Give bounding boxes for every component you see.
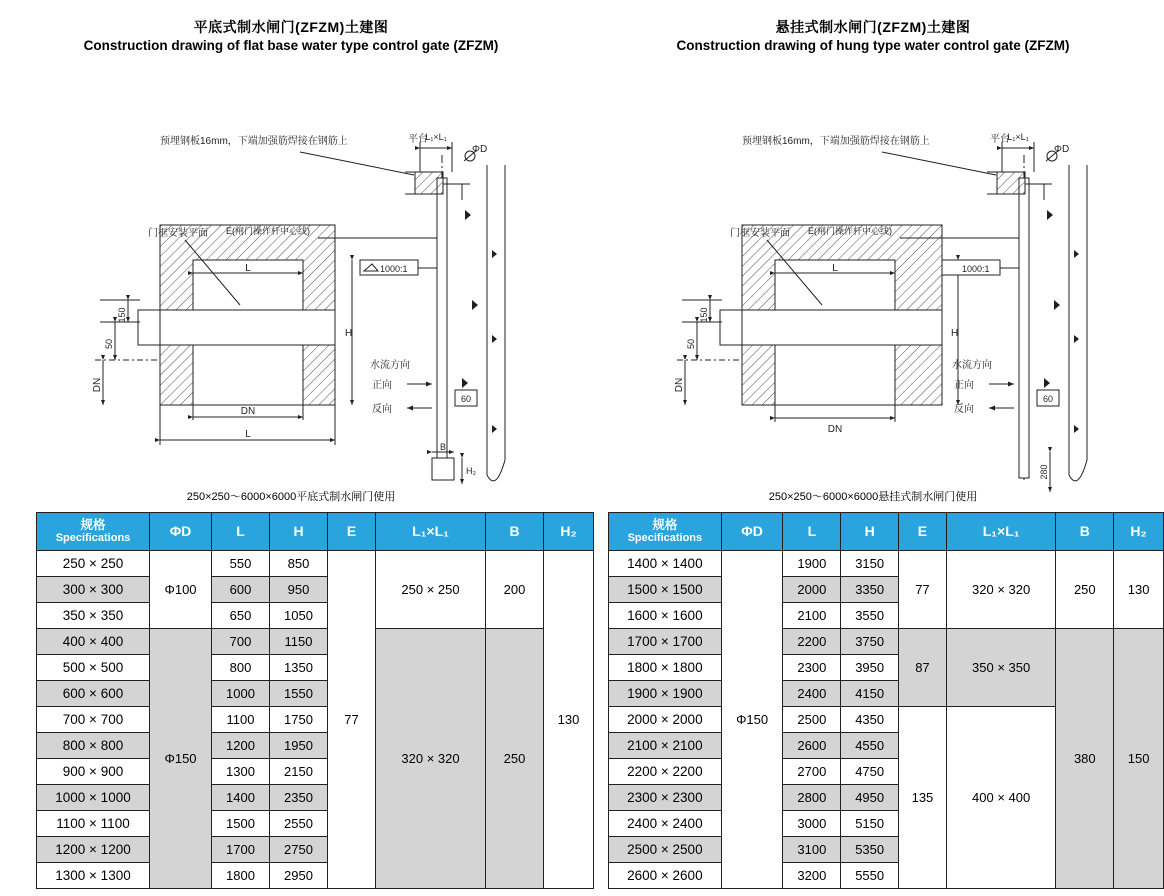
left-label-slope: 1000:1 <box>380 264 408 274</box>
th-phid: ΦD <box>150 513 212 551</box>
left-drawing-svg <box>0 60 582 500</box>
cell-spec: 350 × 350 <box>37 603 150 629</box>
cell-spec: 300 × 300 <box>37 577 150 603</box>
th-spec-cn: 规格 <box>80 517 106 532</box>
cell-spec: 2400 × 2400 <box>609 811 722 837</box>
cell-H: 3750 <box>841 629 899 655</box>
cell-spec: 2300 × 2300 <box>609 785 722 811</box>
cell-H: 5550 <box>841 863 899 889</box>
right-title-en: Construction drawing of hung type water control gate (ZFZM) <box>676 37 1070 53</box>
right-label-60: 60 <box>1043 394 1054 404</box>
cell-H: 1350 <box>270 655 328 681</box>
th-B: B <box>486 513 544 551</box>
cell-H: 3150 <box>841 551 899 577</box>
cell-spec: 700 × 700 <box>37 707 150 733</box>
right-spec-table <box>608 512 1164 889</box>
cell-L: 700 <box>212 629 270 655</box>
right-label-280: 280 <box>1039 464 1049 480</box>
right-label-slope: 1000:1 <box>962 264 990 274</box>
left-label-B: B <box>439 442 447 452</box>
table-row <box>609 629 1164 655</box>
cell-E-2: 87 <box>899 629 947 707</box>
cell-L: 2800 <box>783 785 841 811</box>
cell-L: 1400 <box>212 785 270 811</box>
th-L: L <box>783 513 841 551</box>
th-phid: ΦD <box>721 513 783 551</box>
cell-L1-3: 400 × 400 <box>946 707 1056 889</box>
right-title-cn: 悬挂式制水闸门(ZFZM)土建图 <box>775 19 971 35</box>
left-label-L-bottom: L <box>245 429 251 440</box>
right-label-H: H <box>951 328 959 339</box>
th-spec <box>609 513 722 551</box>
left-label-platform: 平台 <box>408 134 428 145</box>
left-drawing <box>0 60 582 503</box>
cell-H2-2: 150 <box>1114 629 1164 889</box>
cell-H2-1: 130 <box>1114 551 1164 629</box>
cell-phid-1: Φ100 <box>150 551 212 629</box>
cell-L: 1200 <box>212 733 270 759</box>
cell-spec: 250 × 250 <box>37 551 150 577</box>
th-L: L <box>212 513 270 551</box>
cell-L: 1000 <box>212 681 270 707</box>
left-label-L-top: L <box>245 263 251 274</box>
cell-L: 2000 <box>783 577 841 603</box>
cell-L: 1700 <box>212 837 270 863</box>
cell-E-3: 135 <box>899 707 947 889</box>
cell-H: 2950 <box>270 863 328 889</box>
cell-H: 1050 <box>270 603 328 629</box>
right-caption: 250×250～6000×6000悬挂式制水闸门使用 <box>768 491 978 503</box>
right-label-frame-plane: 门框安装平面 <box>730 228 790 239</box>
cell-H: 1550 <box>270 681 328 707</box>
cell-L: 3200 <box>783 863 841 889</box>
left-label-centerline: E(闸门操作杆中心线) <box>226 226 310 236</box>
cell-L1-1: 320 × 320 <box>946 551 1056 629</box>
cell-H: 1750 <box>270 707 328 733</box>
cell-L: 1900 <box>783 551 841 577</box>
left-spec-table <box>36 512 594 889</box>
cell-L1-2: 320 × 320 <box>376 629 486 889</box>
left-label-forward: 正向 <box>372 380 392 391</box>
cell-spec: 1200 × 1200 <box>37 837 150 863</box>
left-label-flow: 水流方向 <box>370 360 410 371</box>
cell-spec: 1300 × 1300 <box>37 863 150 889</box>
cell-spec: 2000 × 2000 <box>609 707 722 733</box>
left-label-phid: ΦD <box>472 144 488 155</box>
right-panel-title <box>582 18 1164 55</box>
th-spec-en: Specifications <box>55 532 131 545</box>
th-B: B <box>1056 513 1114 551</box>
left-label-DN-side: DN <box>92 377 103 393</box>
cell-B-1: 250 <box>1056 551 1114 629</box>
left-label-H2: H₂ <box>466 466 476 476</box>
left-title-cn: 平底式制水闸门(ZFZM)土建图 <box>193 19 389 35</box>
cell-spec: 2200 × 2200 <box>609 759 722 785</box>
th-E: E <box>328 513 376 551</box>
cell-spec: 600 × 600 <box>37 681 150 707</box>
cell-H: 3350 <box>841 577 899 603</box>
cell-H: 1150 <box>270 629 328 655</box>
cell-spec: 1000 × 1000 <box>37 785 150 811</box>
cell-E-1: 77 <box>899 551 947 629</box>
cell-spec: 1400 × 1400 <box>609 551 722 577</box>
left-caption: 250×250～6000×6000平底式制水闸门使用 <box>186 491 396 503</box>
cell-L: 1500 <box>212 811 270 837</box>
left-label-reverse: 反向 <box>372 404 392 415</box>
cell-L: 1800 <box>212 863 270 889</box>
cell-L: 2200 <box>783 629 841 655</box>
cell-B-1: 200 <box>486 551 544 629</box>
left-table-header-row <box>37 513 594 551</box>
cell-H2: 130 <box>544 551 594 889</box>
cell-L: 2600 <box>783 733 841 759</box>
cell-H: 2550 <box>270 811 328 837</box>
cell-spec: 1800 × 1800 <box>609 655 722 681</box>
th-spec <box>37 513 150 551</box>
cell-L: 1100 <box>212 707 270 733</box>
cell-H: 5350 <box>841 837 899 863</box>
cell-spec: 2600 × 2600 <box>609 863 722 889</box>
cell-H: 4950 <box>841 785 899 811</box>
cell-phid: Φ150 <box>721 551 783 889</box>
left-label-l1l1: L₁×L₁ <box>425 132 447 142</box>
cell-H: 4550 <box>841 733 899 759</box>
left-label-50: 50 <box>104 338 114 350</box>
th-L1: L₁×L₁ <box>376 513 486 551</box>
cell-L: 2400 <box>783 681 841 707</box>
th-spec-en: Specifications <box>627 532 703 545</box>
right-drawing-svg <box>582 60 1164 500</box>
left-label-H: H <box>345 328 353 339</box>
cell-L: 1300 <box>212 759 270 785</box>
left-label-60: 60 <box>461 394 472 404</box>
left-label-150: 150 <box>117 307 127 323</box>
cell-phid-2: Φ150 <box>150 629 212 889</box>
cell-H: 4150 <box>841 681 899 707</box>
right-label-platform: 平台 <box>990 134 1010 145</box>
cell-H: 950 <box>270 577 328 603</box>
cell-H: 3950 <box>841 655 899 681</box>
right-label-phid: ΦD <box>1054 144 1070 155</box>
cell-L: 800 <box>212 655 270 681</box>
cell-L1-2: 350 × 350 <box>946 629 1056 707</box>
cell-H: 3550 <box>841 603 899 629</box>
cell-spec: 900 × 900 <box>37 759 150 785</box>
table-row <box>37 629 594 655</box>
cell-L: 3000 <box>783 811 841 837</box>
cell-H: 850 <box>270 551 328 577</box>
table-row <box>37 551 594 577</box>
cell-B-2: 250 <box>486 629 544 889</box>
right-label-l1l1: L₁×L₁ <box>1007 132 1029 142</box>
right-label-reverse: 反向 <box>954 404 974 415</box>
left-spec-table-wrap <box>36 512 594 889</box>
cell-H: 4350 <box>841 707 899 733</box>
left-label-embed: 预埋钢板16mm，下端加强筋焊接在钢筋上 <box>160 136 348 147</box>
cell-spec: 800 × 800 <box>37 733 150 759</box>
right-table-header-row <box>609 513 1164 551</box>
right-label-DN: DN <box>827 424 843 435</box>
cell-H: 4750 <box>841 759 899 785</box>
th-H: H <box>270 513 328 551</box>
cell-L: 2500 <box>783 707 841 733</box>
cell-E: 77 <box>328 551 376 889</box>
cell-L: 2100 <box>783 603 841 629</box>
cell-H: 1950 <box>270 733 328 759</box>
cell-spec: 1600 × 1600 <box>609 603 722 629</box>
left-title-en: Construction drawing of flat base water type control gate (ZFZM) <box>83 37 499 53</box>
cell-L1-1: 250 × 250 <box>376 551 486 629</box>
cell-spec: 1700 × 1700 <box>609 629 722 655</box>
cell-spec: 1100 × 1100 <box>37 811 150 837</box>
cell-H: 2150 <box>270 759 328 785</box>
cell-L: 550 <box>212 551 270 577</box>
th-E: E <box>899 513 947 551</box>
cell-L: 650 <box>212 603 270 629</box>
th-spec-cn: 规格 <box>652 517 678 532</box>
right-label-forward: 正向 <box>954 380 974 391</box>
right-label-50: 50 <box>686 338 696 350</box>
right-label-flow: 水流方向 <box>952 360 992 371</box>
right-label-DN-side: DN <box>674 377 685 393</box>
th-H: H <box>841 513 899 551</box>
cell-spec: 2500 × 2500 <box>609 837 722 863</box>
cell-H: 2350 <box>270 785 328 811</box>
right-label-L-top: L <box>832 263 838 274</box>
th-L1: L₁×L₁ <box>946 513 1056 551</box>
cell-spec: 1500 × 1500 <box>609 577 722 603</box>
th-H2: H₂ <box>1114 513 1164 551</box>
cell-spec: 500 × 500 <box>37 655 150 681</box>
left-label-DN: DN <box>240 406 256 417</box>
cell-L: 2300 <box>783 655 841 681</box>
left-label-frame-plane: 门框安装平面 <box>148 228 208 239</box>
right-label-embed: 预埋钢板16mm，下端加强筋焊接在钢筋上 <box>742 136 930 147</box>
th-H2: H₂ <box>544 513 594 551</box>
cell-L: 600 <box>212 577 270 603</box>
right-label-150: 150 <box>699 307 709 323</box>
cell-spec: 2100 × 2100 <box>609 733 722 759</box>
cell-H: 2750 <box>270 837 328 863</box>
cell-L: 2700 <box>783 759 841 785</box>
cell-L: 3100 <box>783 837 841 863</box>
cell-B-2: 380 <box>1056 629 1114 889</box>
right-spec-table-wrap <box>608 512 1164 889</box>
right-drawing <box>582 60 1164 503</box>
cell-H: 5150 <box>841 811 899 837</box>
left-panel-title <box>0 18 582 55</box>
cell-spec: 400 × 400 <box>37 629 150 655</box>
table-row <box>609 551 1164 577</box>
cell-spec: 1900 × 1900 <box>609 681 722 707</box>
right-label-centerline: E(闸门操作杆中心线) <box>808 226 892 236</box>
